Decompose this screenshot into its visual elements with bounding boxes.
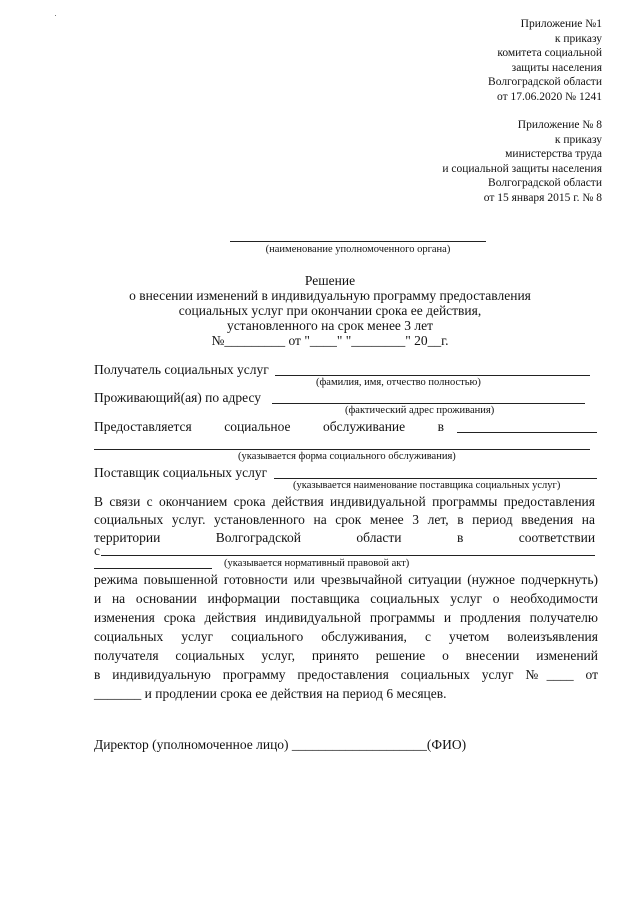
body-line-last: _______ и продлении срока ее действия на период 6 месяцев. [94,686,447,701]
appendix-8-line: Волгоградской области [488,177,602,189]
body-line: социальных услуг социального обслуживания, с учетом волеизъявления [94,629,598,644]
document-title [60,273,600,348]
service-field-line[interactable] [457,432,597,433]
appendix-1-line: к приказу [554,32,602,45]
appendix-8-line: Приложение № 8 [517,119,602,131]
recipient-hint: (фамилия, имя, отчество полностью) [316,377,481,388]
provider-hint: (указывается наименование поставщика социальных услуг) [293,480,561,491]
service-form-sentence [94,419,444,435]
service-field-line-2[interactable] [94,449,590,450]
appendix-8-block [342,118,602,205]
act-hint: (указывается нормативный правовой акт) [224,558,410,569]
body-line: социальных услуг. установленного на срок менее 3 лет, в период введения на [94,512,595,527]
appendix-1-block [342,17,602,104]
body-line: и на основании информации поставщика социальных услуг о необходимости [94,591,598,606]
body-word: территории [94,530,161,545]
service-word: обслуживание [323,419,406,434]
title-line: установленного на срок менее 3 лет [226,318,434,333]
act-field-line-2[interactable] [94,568,212,569]
service-word: социальное [224,419,291,434]
body-line: получателя социальных услуг, принято решение о внесении изменений [94,648,598,663]
appendix-8-line: от 15 января 2015 г. № 8 [483,191,602,204]
body-line: в индивидуальную программу предоставления социальных услуг №____ от [94,667,598,682]
service-word: в [437,419,445,434]
title-line: социальных услуг при окончании срока ее действия, [178,303,482,318]
provider-label: Поставщик социальных услуг [94,465,268,480]
signature-line: Директор (уполномоченное лицо) ____________________(ФИО) [94,737,467,752]
service-word: Предоставляется [94,419,192,434]
body-word: Волгоградской [215,530,301,545]
act-field-line[interactable] [101,555,595,556]
body-line: режима повышенной готовности или чрезвычайной ситуации (нужное подчеркнуть) [94,572,598,587]
body-line: изменения срока действия индивидуальной программы и продления получателю [94,610,598,625]
recipient-label: Получатель социальных услуг [94,362,269,377]
title-line: Решение [304,273,356,288]
service-hint: (указывается форма социального обслуживания) [238,451,456,462]
address-label: Проживающий(ая) по адресу [94,390,262,405]
appendix-1-line: комитета социальной [497,47,602,59]
appendix-8-line: и социальной защиты населения [442,162,602,175]
recipient-field-line[interactable] [275,375,590,376]
scan-speck [55,15,56,16]
appendix-8-line: министерства труда [505,148,602,160]
body-word: в [456,530,464,545]
authority-line [230,241,486,242]
address-field-line[interactable] [272,403,585,404]
authority-hint: (наименование уполномоченного органа) [265,244,451,255]
body-word: области [356,530,402,545]
appendix-1-line: Волгоградской области [488,76,602,88]
title-number-line: №_________ от "____" "________" 20__г. [211,333,449,348]
body-line-with: с [94,543,100,558]
appendix-1-line: Приложение №1 [520,18,602,30]
appendix-1-line: защиты населения [511,61,602,74]
body-line-territory [94,530,595,546]
title-line: о внесении изменений в индивидуальную программу предоставления [129,288,531,303]
appendix-1-line: от 17.06.2020 № 1241 [497,90,602,103]
provider-field-line[interactable] [274,478,597,479]
appendix-8-line: к приказу [554,133,602,146]
body-line: В связи с окончанием срока действия индивидуальной программы предоставления [94,494,595,509]
address-hint: (фактический адрес проживания) [345,405,495,416]
body-word: соответствии [518,530,596,545]
